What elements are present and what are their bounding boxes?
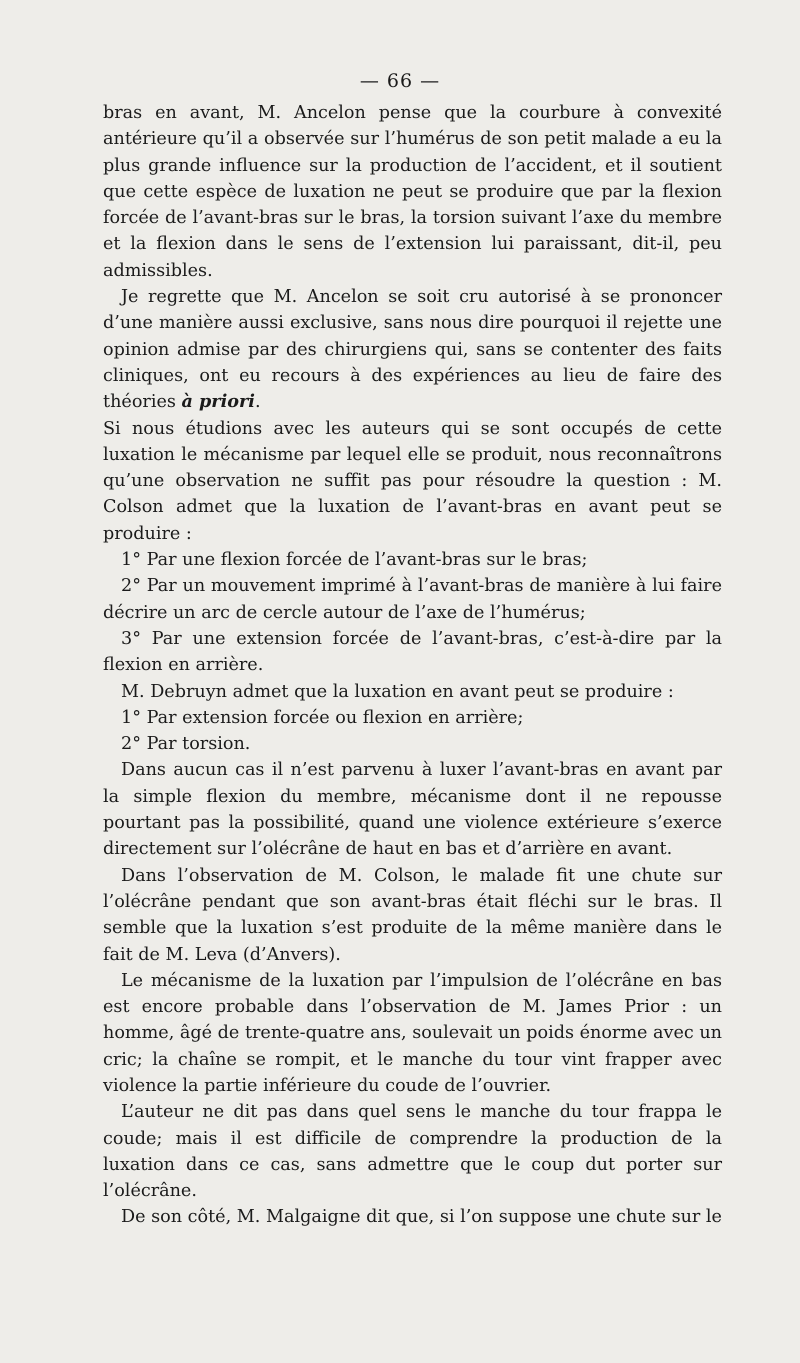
- page-number: — 66 —: [359, 70, 441, 92]
- paragraph: Si nous étudions avec les auteurs qui se sont occupés de cette luxation le mécanisme par lequel elle se produit, nous reconnaîtrons qu’une observation ne suffit pas pour résoudre la question : M. Colson admet que la luxation de l’avant-bras en avant peut se produire :: [103, 418, 722, 544]
- paragraph: L’auteur ne dit pas dans quel sens le manche du tour frappa le coude; mais il est difficile de comprendre la production de la luxation dans ce cas, sans admettre que le coup dut porter sur l’olécrâne.: [103, 1102, 722, 1202]
- list-item: 3° Par une extension forcée de l’avant-bras, c’est-à-dire par la flexion en arrière.: [103, 628, 722, 676]
- paragraph: Le mécanisme de la luxation par l’impulsion de l’olécrâne en bas est encore probable dans l’observation de M. James Prior : un homme, âgé de trente-quatre ans, soulevait un poids énorme avec un cric; la chaîne se rompit, et le manche du tour vint frapper avec violence la partie inférieure du coude de l’ouvrier.: [103, 970, 722, 1096]
- italic-phrase: à priori: [181, 391, 255, 413]
- list-item: 1° Par une flexion forcée de l’avant-bras sur le bras;: [121, 550, 588, 571]
- paragraph: [103, 284, 722, 415]
- list-item: 1° Par extension forcée ou flexion en arrière;: [121, 707, 524, 728]
- paragraph-text: Je regrette que M. Ancelon se soit cru autorisé à se prononcer d’une manière aussi exclusive, sans nous dire pourquoi il rejette une opinion admise par des chirurgiens qui, sans se contenter des faits cliniques, ont eu recours à des expériences au lieu de faire des théories: [103, 287, 722, 413]
- list-item: 2° Par un mouvement imprimé à l’avant-bras de manière à lui faire décrire un arc de cercle autour de l’axe de l’humérus;: [103, 576, 722, 623]
- paragraph: M. Debruyn admet que la luxation en avant peut se produire :: [121, 681, 674, 702]
- body-text: [103, 100, 722, 1231]
- paragraph: Dans aucun cas il n’est parvenu à luxer l’avant-bras en avant par la simple flexion du membre, mécanisme dont il ne repousse pourtant pas la possibilité, quand une violence extérieure s’exerce directement sur l’olécrâne de haut en bas et d’arrière en avant.: [103, 760, 722, 860]
- paragraph: Dans l’observation de M. Colson, le malade fit une chute sur l’olécrâne pendant que son avant-bras était fléchi sur le bras. Il semble que la luxation s’est produite de la même manière dans le fait de M. Leva (d’Anvers).: [103, 865, 722, 965]
- paragraph-end: .: [254, 392, 261, 413]
- paragraph: bras en avant, M. Ancelon pense que la courbure à convexité antérieure qu’il a observée sur l’humérus de son petit malade a eu la plus grande influence sur la production de l’accident, et il soutient que cette espèce de luxation ne peut se produire que par la flexion forcée de l’avant-bras sur le bras, la torsion suivant l’axe du membre et la flexion dans le sens de l’extension lui paraissant, dit-il, peu admissibles.: [103, 103, 722, 281]
- paragraph: De son côté, M. Malgaigne dit que, si l’on suppose une chute sur le: [121, 1207, 722, 1228]
- list-item: 2° Par torsion.: [121, 734, 251, 755]
